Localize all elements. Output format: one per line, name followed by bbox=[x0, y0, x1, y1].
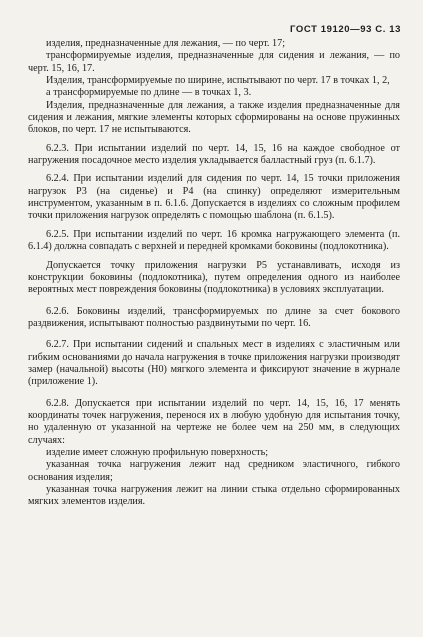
section-6-2-8: 6.2.8. Допускается при испытании изделий по черт. 14, 15, 16, 17 менять координаты точек нагружения, перенося их в любую удобную для испытания точку, но удаленную от указанной на чертеже не более чем на 250 мм, в следующих случаях: bbox=[28, 397, 400, 446]
paragraph: изделия, предназначенные для лежания, — по черт. 17; bbox=[46, 38, 286, 49]
section-6-2-3: 6.2.3. При испытании изделий по черт. 14, 15, 16 на каждое свободное от нагружения посадочное место изделия укладывается балластный груз (п. 6.1.7). bbox=[28, 142, 400, 167]
running-header: ГОСТ 19120—93 С. 13 bbox=[290, 24, 401, 35]
section-6-2-6: 6.2.6. Боковины изделий, трансформируемых по длине за счет бокового раздвижения, испытывают полностью раздвинутыми по черт. 16. bbox=[28, 305, 400, 329]
paragraph: а трансформируемые по длине — в точках 1, 3. bbox=[46, 87, 252, 99]
section-6-2-7: 6.2.7. При испытании сидений и спальных мест в изделиях с эластичным или гибким основаниями до начала нагружения в точке приложения нагрузки производят замер (начальной) высоты (H0) мягкого элемента и фиксируют значение в журнале (приложение 1). bbox=[28, 339, 400, 388]
paragraph: Изделия, предназначенные для лежания, а также изделия предназначенные для сидения и лежания, мягкие элементы которых сформированы на основе пружинных блоков, по черт. 17 не испытываются. bbox=[28, 99, 400, 136]
list-item: указанная точка нагружения лежит на линии стыка отдельно сформированных мягких элементов изделия. bbox=[28, 484, 400, 508]
paragraph: Допускается точку приложения нагрузки P5 устанавливать, исходя из конструкции боковины (подлокотника), путем определения одного из наиболее вероятных мест повреждения боковины (подлокотника) в условиях эксплуатации. bbox=[28, 259, 400, 296]
section-6-2-5: 6.2.5. При испытании изделий по черт. 16 кромка нагружающего элемента (п. 6.1.4) должна совпадать с верхней и передней кромками боковины (подлокотника). bbox=[28, 228, 400, 253]
section-6-2-4: 6.2.4. При испытании изделий для сидения по черт. 14, 15 точки приложения нагрузок P3 (на сиденье) и P4 (на спинку) определяют измерительным инструментом, указанным в п. 6.1.6. Допускается в изделиях со сложным профилем точки приложения нагрузок определять с помощью шаблона (п. 6.1.5). bbox=[28, 173, 400, 222]
paragraph: трансформируемые изделия, предназначенные для сидения и лежания, — по черт. 15, 16, 17. bbox=[28, 50, 400, 74]
list-item: указанная точка нагружения лежит над средником эластичного, гибкого основания изделия; bbox=[28, 459, 400, 483]
paragraph: Изделия, трансформируемые по ширине, испытывают по черт. 17 в точках 1, 2, bbox=[46, 75, 390, 87]
list-item: изделие имеет сложную профильную поверхность; bbox=[46, 446, 269, 458]
body-text bbox=[28, 38, 400, 509]
